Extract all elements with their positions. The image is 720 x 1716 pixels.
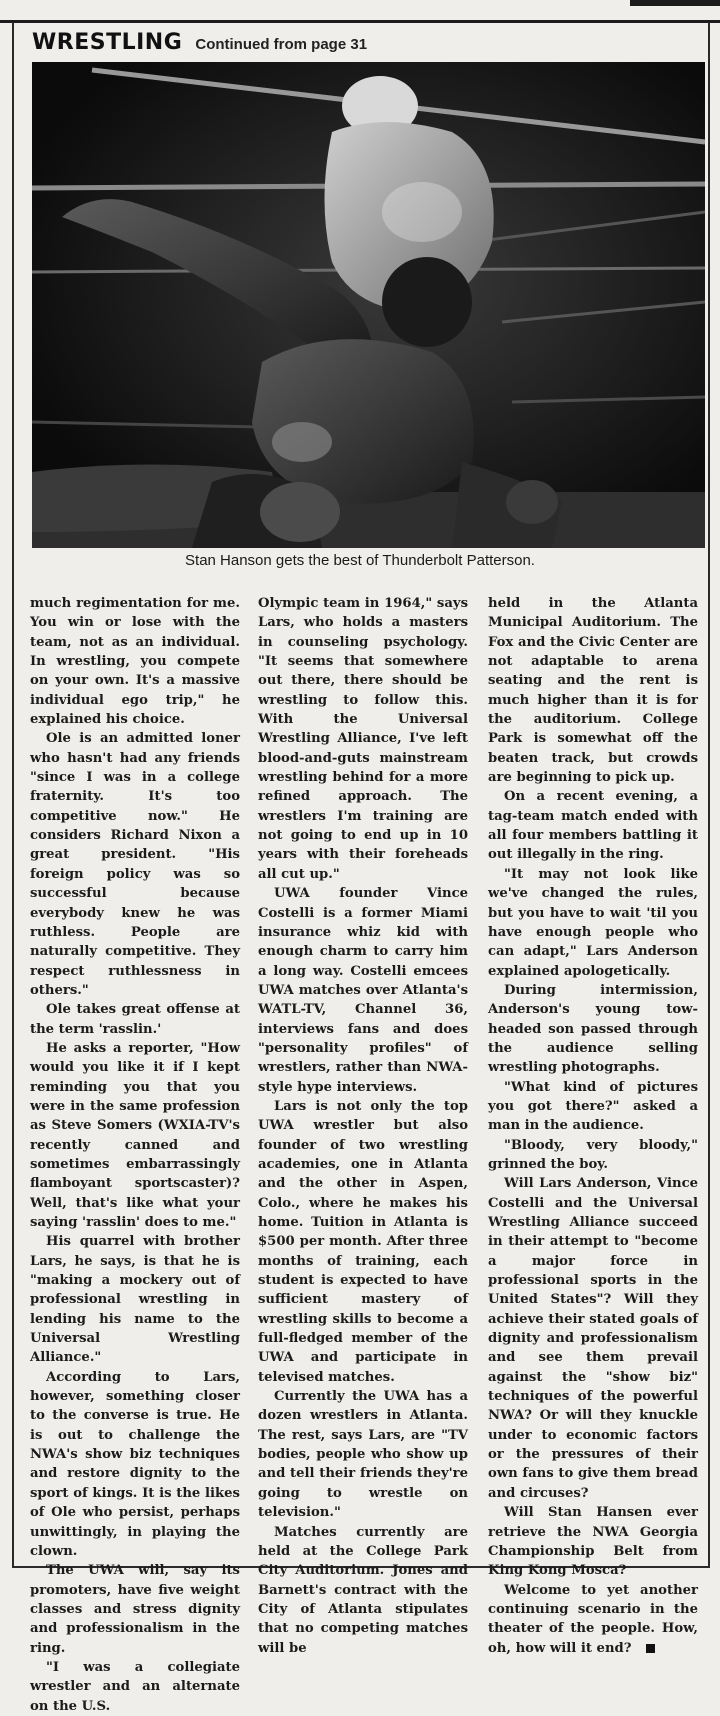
paragraph-last bbox=[488, 1581, 698, 1658]
paragraph: UWA founder Vince Costelli is a former Miami insurance whiz kid with enough charm to carry him a long way. Costelli emcees UWA matches over Atlanta's WATL-TV, Channel 36, interviews fans and does "personality profiles" of wrestlers, rather than NWA-style hype interviews. bbox=[258, 886, 468, 1095]
paragraph: Olympic team in 1964," says Lars, who holds a masters in counseling psychology. "It seems that somewhere out there, there should be wrestling to follow this. With the Universal Wrestling Alliance, I've left blood-and-guts mainstream wrestling behind for a more refined approach. The wrestlers I'm training are not going to end up in 10 years with their foreheads all cut up." bbox=[258, 596, 468, 882]
paragraph: During intermission, Anderson's young tow-headed son passed through the audience selling wrestling photographs. bbox=[488, 982, 698, 1076]
paragraph: "Bloody, very bloody," grinned the boy. bbox=[488, 1137, 698, 1172]
article-column-1 bbox=[30, 594, 240, 1714]
article-column-2 bbox=[258, 594, 468, 1656]
page-top-rule bbox=[0, 0, 720, 23]
paragraph: Matches currently are held at the College Park City Auditorium. Jones and Barnett's contract with the City of Atlanta stipulates that no competing matches will be bbox=[258, 1524, 468, 1656]
paragraph: Ole is an admitted loner who hasn't had any friends "since I was in a college fraternity. It's too competitive now." He considers Richard Nixon a great president. "His foreign policy was so successful because everybody knew he was ruthless. People are naturally competitive. They respect ruthlessness in others." bbox=[30, 731, 240, 998]
photo-caption: Stan Hanson gets the best of Thunderbolt Patterson. bbox=[185, 552, 535, 569]
paragraph: Will Lars Anderson, Vince Costelli and the Universal Wrestling Alliance succeed in their attempt to "become a major force in professional sports in the United States"? Will they achieve their stated goals of dignity and professionalism and see them prevail against the "show biz" techniques of the powerful NWA? Or will they knuckle under to economic factors or the pressures of their own fans to give them bread and circuses? bbox=[488, 1176, 698, 1501]
wrestling-photo-image bbox=[32, 62, 705, 548]
continued-note: Continued from page 31 bbox=[195, 36, 368, 53]
paragraph: Currently the UWA has a dozen wrestlers in Atlanta. The rest, says Lars, are "TV bodies, people who show up and tell their friends they're going to wrestle on television." bbox=[258, 1389, 468, 1521]
paragraph: On a recent evening, a tag-team match ended with all four members battling it out illegally in the ring. bbox=[488, 789, 698, 863]
paragraph: He asks a reporter, "How would you like it if I kept reminding you that you were in the same profession as Steve Somers (WXIA-TV's recently canned and sometimes embarrassingly flamboyant sportscaster)? Well, that's like what your saying 'rasslin' does to me." bbox=[30, 1040, 240, 1230]
paragraph: Will Stan Hansen ever retrieve the NWA Georgia Championship Belt from King Kong Mosca? bbox=[488, 1505, 698, 1579]
paragraph: much regimentation for me. You win or lose with the team, not as an individual. In wrestling, you compete on your own. It's a massive individual ego trip," he explained his choice. bbox=[30, 596, 240, 728]
paragraph: "I was a collegiate wrestler and an alternate on the U.S. bbox=[30, 1659, 240, 1714]
paragraph: The UWA will, say its promoters, have five weight classes and stress dignity and professionalism in the ring. bbox=[30, 1563, 240, 1656]
section-title: WRESTLING bbox=[32, 30, 183, 55]
article-column-3 bbox=[488, 594, 698, 1656]
paragraph: "What kind of pictures you got there?" asked a man in the audience. bbox=[488, 1079, 698, 1134]
paragraph: According to Lars, however, something closer to the converse is true. He is out to challenge the NWA's show biz techniques and restore dignity to the sport of kings. It is the likes of Ole who persist, perhaps unwittingly, in playing the clown. bbox=[30, 1369, 240, 1559]
paragraph: held in the Atlanta Municipal Auditorium. The Fox and the Civic Center are not adaptable to arena seating and the rent is much higher than it is for the auditorium. College Park is somewhat off the beaten track, but crowds are beginning to pick up. bbox=[488, 596, 698, 786]
page-top-notch bbox=[630, 0, 720, 6]
end-of-article-mark bbox=[646, 1644, 655, 1653]
section-header bbox=[32, 30, 367, 60]
paragraph: Lars is not only the top UWA wrestler but also founder of two wrestling academies, one in Atlanta and the other in Aspen, Colo., where he makes his home. Tuition in Atlanta is $500 per month. After three months of training, each student is expected to have sufficient mastery of wrestling skills to become a full-fledged member of the UWA and participate in televised matches. bbox=[258, 1098, 468, 1385]
paragraph: "It may not look like we've changed the rules, but you have to wait 'til you have enough people who can adapt," Lars Anderson explained apologetically. bbox=[488, 866, 698, 979]
wrestling-photo bbox=[32, 62, 705, 548]
paragraph: Ole takes great offense at the term 'rasslin.' bbox=[30, 1002, 240, 1037]
paragraph: His quarrel with brother Lars, he says, is that he is "making a mockery out of professional wrestling in lending his name to the Universal Wrestling Alliance." bbox=[30, 1234, 240, 1366]
paragraph-text: Welcome to yet another continuing scenario in the theater of the people. How, oh, how will it end? bbox=[488, 1582, 698, 1656]
